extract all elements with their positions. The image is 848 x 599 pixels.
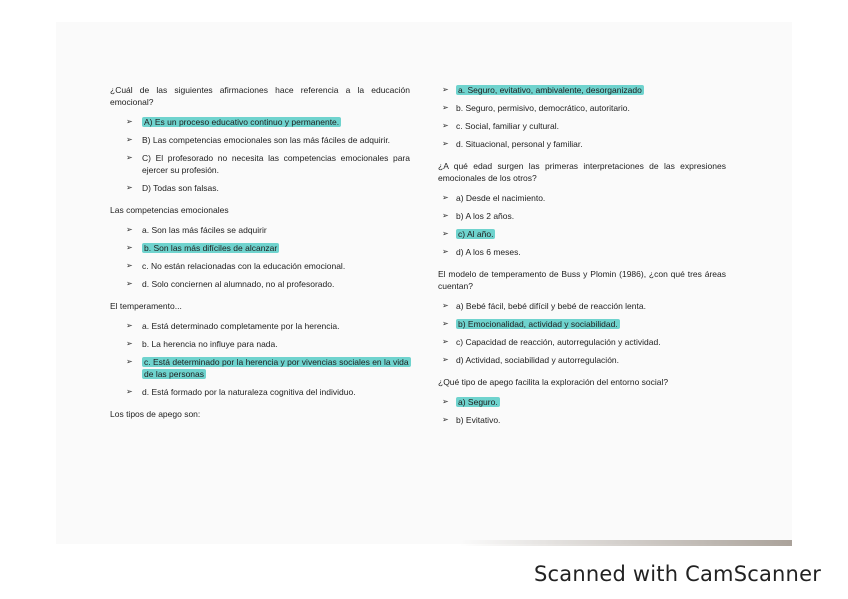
option-item (438, 246, 726, 258)
option-text: c. Está determinado por la herencia y por vivencias sociales en la vida de las personas (144, 357, 409, 379)
question-text: Las competencias emocionales (110, 205, 229, 215)
arrowhead-bullet-icon: ➢ (126, 279, 133, 288)
option-text: d) A los 6 meses. (456, 247, 521, 257)
arrowhead-bullet-icon: ➢ (442, 337, 449, 346)
arrowhead-bullet-icon: ➢ (126, 339, 133, 348)
option-list (110, 116, 410, 194)
arrowhead-bullet-icon: ➢ (126, 135, 133, 144)
option-item (110, 134, 410, 146)
option-text: b. Son las más difíciles de alcanzar (144, 243, 278, 253)
option-text: b. La herencia no influye para nada. (142, 339, 278, 349)
arrowhead-bullet-icon: ➢ (442, 397, 449, 406)
arrowhead-bullet-icon: ➢ (442, 415, 449, 424)
option-list (438, 84, 726, 150)
camscanner-watermark: Scanned with CamScanner (534, 562, 822, 586)
option-text: b) Emocionalidad, actividad y sociabilidad. (458, 319, 618, 329)
option-item (438, 228, 726, 240)
option-text: b. Seguro, permisivo, democrático, autoritario. (456, 103, 630, 113)
arrowhead-bullet-icon: ➢ (126, 261, 133, 270)
option-item (110, 242, 410, 254)
arrowhead-bullet-icon: ➢ (442, 319, 449, 328)
question-text: Los tipos de apego son: (110, 409, 201, 419)
option-text: a. Está determinado completamente por la herencia. (142, 321, 340, 331)
option-item (438, 138, 726, 150)
option-list (110, 320, 410, 398)
option-text: a) Seguro. (458, 397, 498, 407)
question-text: ¿Cuál de las siguientes afirmaciones hace referencia a la educación emocional? (110, 85, 410, 107)
option-text: d. Solo conciernen al alumnado, no al profesorado. (142, 279, 335, 289)
arrowhead-bullet-icon: ➢ (126, 117, 133, 126)
page-edge-shadow (460, 540, 792, 546)
arrowhead-bullet-icon: ➢ (442, 301, 449, 310)
option-text: d. Está formado por la naturaleza cognitiva del individuo. (142, 387, 356, 397)
option-item (110, 260, 410, 272)
option-item (438, 210, 726, 222)
option-list (110, 224, 410, 290)
option-text: D) Todas son falsas. (142, 183, 219, 193)
option-item (438, 354, 726, 366)
question-text: ¿A qué edad surgen las primeras interpretaciones de las expresiones emocionales de los otros? (438, 161, 726, 183)
option-item (110, 182, 410, 194)
option-item (438, 414, 726, 426)
option-text: a) Desde el nacimiento. (456, 193, 546, 203)
arrowhead-bullet-icon: ➢ (126, 225, 133, 234)
option-item (110, 152, 410, 176)
right-column (438, 84, 726, 436)
option-text: b) Evitativo. (456, 415, 501, 425)
option-text: a. Seguro, evitativo, ambivalente, desorganizado (458, 85, 642, 95)
arrowhead-bullet-icon: ➢ (126, 357, 133, 366)
option-item (110, 320, 410, 332)
arrowhead-bullet-icon: ➢ (442, 355, 449, 364)
option-item (438, 84, 726, 96)
arrowhead-bullet-icon: ➢ (126, 387, 133, 396)
option-list (438, 192, 726, 258)
option-item (438, 120, 726, 132)
option-text: b) A los 2 años. (456, 211, 515, 221)
option-text: c. No están relacionadas con la educación emocional. (142, 261, 346, 271)
option-text: C) El profesorado no necesita las competencias emocionales para ejercer su profesión. (142, 153, 410, 175)
option-item (110, 116, 410, 128)
arrowhead-bullet-icon: ➢ (442, 247, 449, 256)
option-item (438, 396, 726, 408)
option-item (110, 338, 410, 350)
question-text: ¿Qué tipo de apego facilita la exploración del entorno social? (438, 377, 669, 387)
option-item (110, 278, 410, 290)
question-text: El temperamento... (110, 301, 182, 311)
option-item (438, 300, 726, 312)
option-item (110, 356, 410, 380)
arrowhead-bullet-icon: ➢ (126, 153, 133, 162)
arrowhead-bullet-icon: ➢ (442, 229, 449, 238)
option-item (438, 192, 726, 204)
option-text: a) Bebé fácil, bebé difícil y bebé de reacción lenta. (456, 301, 646, 311)
arrowhead-bullet-icon: ➢ (126, 183, 133, 192)
option-text: c) Capacidad de reacción, autorregulación y actividad. (456, 337, 661, 347)
option-item (110, 224, 410, 236)
option-item (438, 336, 726, 348)
arrowhead-bullet-icon: ➢ (126, 243, 133, 252)
arrowhead-bullet-icon: ➢ (442, 193, 449, 202)
arrowhead-bullet-icon: ➢ (442, 85, 449, 94)
arrowhead-bullet-icon: ➢ (442, 121, 449, 130)
option-text: B) Las competencias emocionales son las más fáciles de adquirir. (142, 135, 391, 145)
arrowhead-bullet-icon: ➢ (126, 321, 133, 330)
option-item (438, 102, 726, 114)
option-text: d. Situacional, personal y familiar. (456, 139, 583, 149)
option-text: c) Al año. (458, 229, 494, 239)
question-text: El modelo de temperamento de Buss y Plomin (1986), ¿con qué tres áreas cuentan? (438, 269, 726, 291)
arrowhead-bullet-icon: ➢ (442, 103, 449, 112)
arrowhead-bullet-icon: ➢ (442, 211, 449, 220)
option-item (110, 386, 410, 398)
arrowhead-bullet-icon: ➢ (442, 139, 449, 148)
option-list (438, 300, 726, 366)
option-list (438, 396, 726, 426)
left-column (110, 84, 410, 428)
option-text: c. Social, familiar y cultural. (456, 121, 559, 131)
option-text: d) Actividad, sociabilidad y autorregulación. (456, 355, 620, 365)
option-text: a. Son las más fáciles se adquirir (142, 225, 267, 235)
option-item (438, 318, 726, 330)
option-text: A) Es un proceso educativo continuo y permanente. (144, 117, 340, 127)
